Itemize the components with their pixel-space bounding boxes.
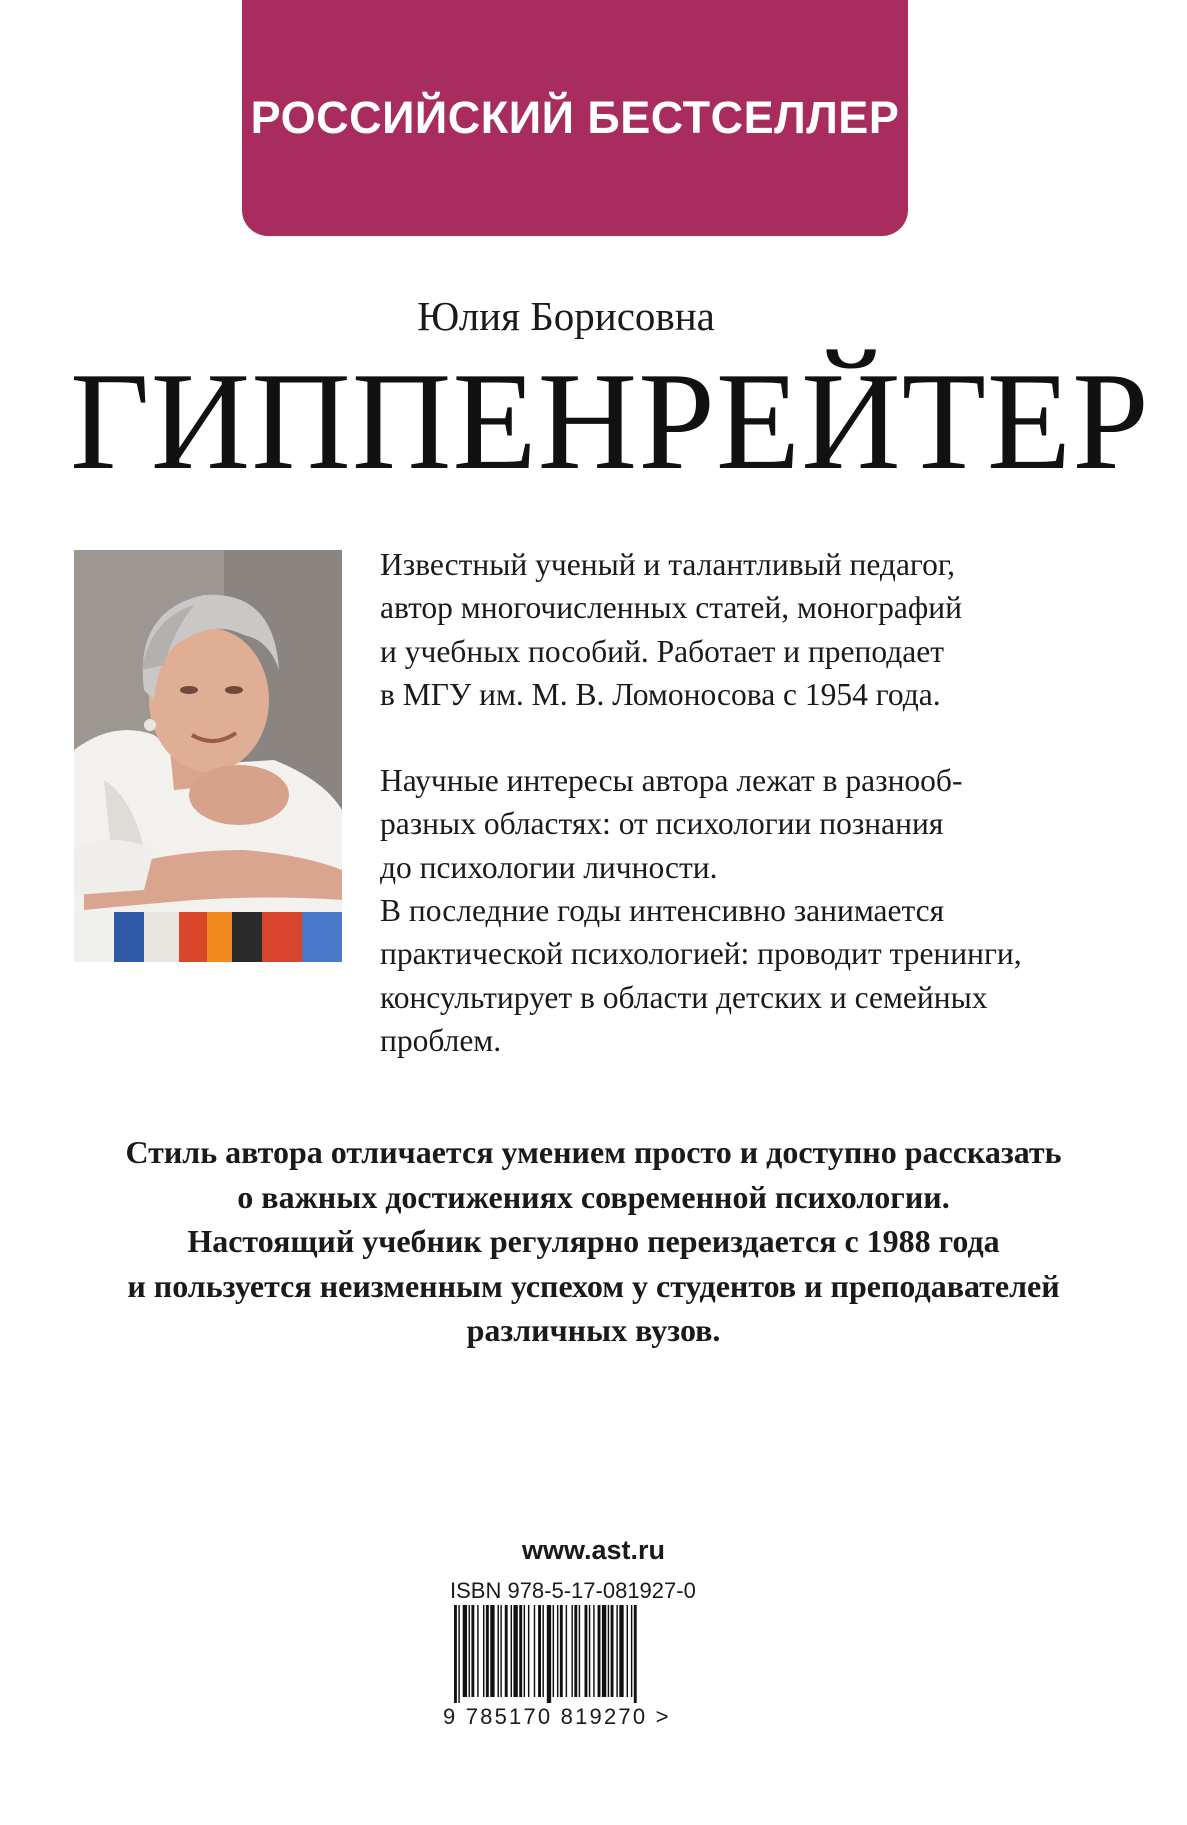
barcode-bar xyxy=(571,1605,572,1697)
bestseller-banner xyxy=(242,0,908,236)
bio-line: и учебных пособий. Работает и преподает xyxy=(380,633,944,669)
barcode-bar xyxy=(553,1605,554,1697)
barcode-bar xyxy=(631,1605,632,1697)
paragraph-gap xyxy=(380,716,1100,759)
bio-line: В последние годы интенсивно занимается xyxy=(380,893,945,929)
summary-line: различных вузов. xyxy=(466,1312,721,1348)
barcode-bar xyxy=(458,1605,459,1703)
barcode-bar xyxy=(593,1605,594,1697)
author-photo xyxy=(74,550,342,962)
author-first-name: Юлия Борисовна xyxy=(417,293,715,339)
summary-line: о важных достижениях современной психологии. xyxy=(237,1178,950,1215)
bio-line: автор многочисленных статей, монографий xyxy=(380,590,963,626)
barcode-bar xyxy=(454,1605,457,1703)
barcode-bar xyxy=(469,1605,470,1697)
bestseller-label: РОССИЙСКИЙ БЕСТСЕЛЛЕР xyxy=(250,92,900,143)
barcode-bar xyxy=(634,1605,637,1703)
barcode-bar xyxy=(560,1605,563,1697)
barcode-bar xyxy=(511,1605,512,1697)
barcode-bar xyxy=(500,1605,501,1697)
barcode-bar xyxy=(574,1605,577,1697)
barcode-bar xyxy=(542,1605,543,1697)
barcode-bar xyxy=(619,1605,623,1697)
barcode-bar xyxy=(498,1605,499,1697)
barcode-bar xyxy=(524,1605,525,1697)
bio-line: проблем. xyxy=(380,1022,502,1058)
barcode xyxy=(452,1605,700,1703)
barcode-bar xyxy=(598,1605,601,1697)
isbn-label: ISBN 978-5-17-081927-0 xyxy=(450,1578,696,1603)
barcode-bar xyxy=(616,1605,617,1697)
bio-line: практической психологией: проводит тренинги, xyxy=(380,936,1022,972)
barcode-bar xyxy=(585,1605,588,1697)
summary-line: и пользуется неизменным успехом у студентов и преподавателей xyxy=(127,1267,1060,1304)
barcode-bar xyxy=(505,1605,508,1697)
barcode-bar xyxy=(490,1605,494,1697)
barcode-bar xyxy=(557,1605,558,1697)
bio-line: Научные интересы автора лежат в разнооб- xyxy=(380,763,963,799)
barcode-bar xyxy=(519,1605,522,1697)
barcode-bar xyxy=(534,1605,535,1697)
barcode-bar xyxy=(608,1605,609,1697)
barcode-bar xyxy=(547,1605,551,1703)
barcode-bar xyxy=(627,1605,628,1697)
summary-line: Настоящий учебник регулярно переиздается с 1988 года xyxy=(187,1223,1000,1259)
barcode-bar xyxy=(477,1605,478,1697)
barcode-bar xyxy=(611,1605,614,1697)
summary-line: Стиль автора отличается умением просто и доступно рассказать xyxy=(125,1134,1062,1170)
barcode-bar xyxy=(538,1605,541,1697)
bio-line: в МГУ им. М. В. Ломоносова с 1954 года. xyxy=(380,676,941,712)
author-bio xyxy=(380,543,1100,1062)
bio-line: до психологии личности. xyxy=(380,849,718,885)
bio-line: Известный ученый и талантливый педагог, xyxy=(380,547,956,582)
barcode-bar xyxy=(566,1605,567,1697)
barcode-bar xyxy=(528,1605,529,1697)
barcode-bar xyxy=(463,1605,467,1697)
barcode-digits: 9 785170 819270 > xyxy=(443,1704,671,1729)
bio-line: разных областях: от психологии познания xyxy=(380,806,944,842)
book-summary xyxy=(0,1130,1187,1353)
barcode-bar xyxy=(483,1605,484,1697)
publisher-website: www.ast.ru xyxy=(521,1535,666,1565)
barcode-bar xyxy=(589,1605,590,1697)
barcode-bar xyxy=(486,1605,489,1697)
barcode-bar xyxy=(602,1605,606,1697)
barcode-bar xyxy=(579,1605,580,1697)
barcode-bar xyxy=(513,1605,517,1697)
bio-line: консультирует в области детских и семейных xyxy=(380,979,988,1015)
barcode-bar xyxy=(471,1605,474,1697)
author-last-name: ГИППЕНРЕЙТЕР xyxy=(70,344,1150,499)
